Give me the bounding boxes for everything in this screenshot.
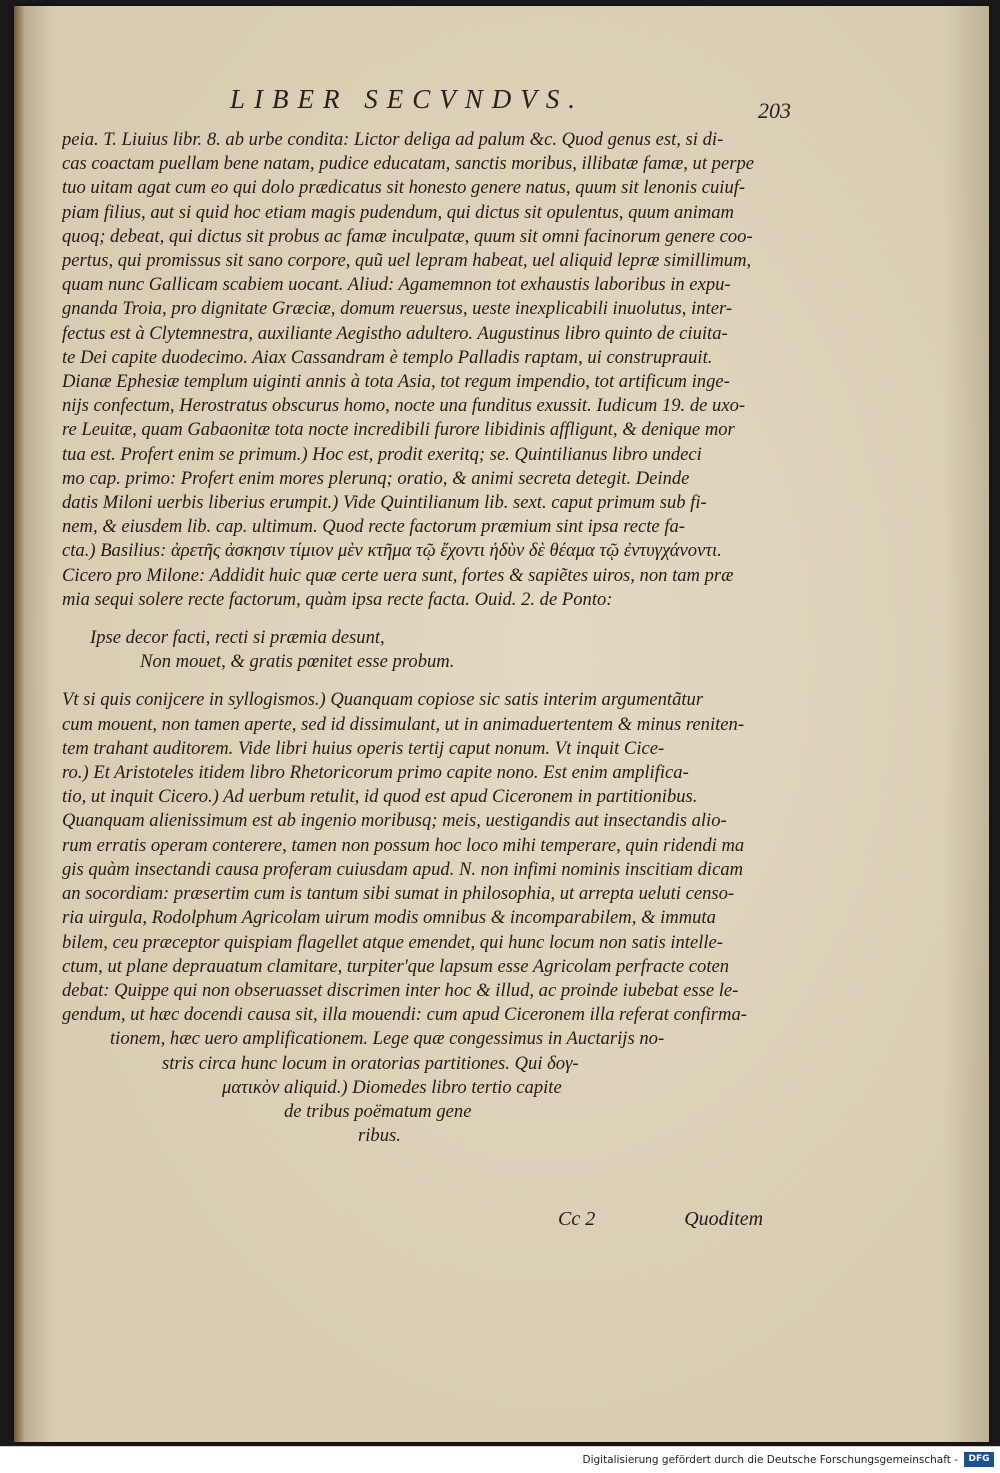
text-line: peia. T. Liuius libr. 8. ab urbe condita: Lictor deliga ad palum &c. Quod genus est, si di- bbox=[62, 129, 724, 150]
text-line: quoq; debeat, qui dictus sit probus ac famæ inculpatæ, quum sit omni facinorum genere coo- bbox=[62, 225, 753, 247]
text-line: tem trahant auditorem. Vide libri huius operis tertij caput nonum. Vt inquit Cice- bbox=[62, 737, 665, 759]
funding-credit: Digitalisierung gefördert durch die Deutsche Forschungsgemeinschaft - bbox=[582, 1454, 958, 1466]
text-line: tuo uitam agat cum eo qui dolo prædicatus sit honesto genere natus, quum sit lenonis cuiuf- bbox=[62, 177, 746, 199]
text-line: stris circa hunc locum in oratorias partitiones. Qui δογ- bbox=[162, 1052, 579, 1074]
text-line: te Dei capite duodecimo. Aiax Cassandram è templo Palladis raptam, ui construprauit. bbox=[62, 346, 713, 368]
text-line: ro.) Et Aristoteles itidem libro Rhetoricorum primo capite nono. Est enim amplifica- bbox=[62, 762, 689, 784]
text-line: Cicero pro Milone: Addidit huic quæ certe uera sunt, fortes & sapiẽtes uiros, non tam præ bbox=[62, 564, 734, 586]
text-line: cum mouent, non tamen aperte, sed id dissimulant, ut in animaduertentem & minus reniten- bbox=[62, 713, 745, 735]
signature-line bbox=[558, 1208, 798, 1231]
text-line: debat: Quippe qui non obseruasset discrimen inter hoc & illud, ac proinde iubebat esse le- bbox=[62, 979, 739, 1001]
text-line: cas coactam puellam bene natam, pudice educatam, sanctis moribus, illibatæ famæ, ut perpe bbox=[62, 153, 755, 175]
page-text bbox=[62, 128, 798, 1148]
text-line: quam nunc Gallicam scabiem uocant. Aliud: Agamemnon tot exhaustis laboribus in expu- bbox=[62, 274, 731, 296]
text-line: rum erratis operam conterere, tamen non possum hoc loco mihi temperare, quin ridendi ma bbox=[62, 834, 745, 856]
running-head: LIBER SECVNDVS. bbox=[230, 84, 584, 114]
text-line: Vt si quis conijcere in syllogismos.) Quanquam copiose sic satis interim argumentãtur bbox=[62, 689, 704, 711]
text-line: tionem, hæc uero amplificationem. Lege quæ congessimus in Auctarijs no- bbox=[110, 1028, 665, 1050]
text-line: ria uirgula, Rodolphum Agricolam uirum modis omnibus & incomparabilem, & immuta bbox=[62, 907, 716, 929]
text-line: ctum, ut plane deprauatum clamitare, turpiter'que lapsum esse Agricolam perfracte coten bbox=[62, 955, 730, 977]
text-line: piam filius, aut si quid hoc etiam magis pudendum, qui dictus sit opulentus, quum animam bbox=[62, 201, 734, 223]
text-line: tua est. Profert enim se primum.) Hoc est, prodit exeritq; se. Quintilianus libro undeci bbox=[62, 443, 702, 465]
text-line: tio, ut inquit Cicero.) Ad uerbum retulit, id quod est apud Ciceronem in partitionibus. bbox=[62, 786, 698, 808]
text-line: nem, & eiusdem lib. cap. ultimum. Quod recte factorum præmium sint ipsa recte fa- bbox=[62, 516, 685, 538]
text-line: bilem, ceu præceptor quispiam flagellet atque emendet, qui hunc locum non satis intelle- bbox=[62, 931, 723, 953]
text-line: Dianæ Ephesiæ templum uiginti annis à tota Asia, tot regum impendio, tot artificum inge- bbox=[62, 371, 730, 393]
text-line: nijs confectum, Herostratus obscurus homo, nocte una funditus exussit. Iudicum 19. de uxo- bbox=[62, 395, 746, 417]
page-number: 203 bbox=[758, 98, 791, 123]
text-line: gis quàm insectandi causa proferam cuiusdam apud. N. non infimi nominis inscitiam dicam bbox=[62, 858, 744, 880]
text-line: an socordiam: præsertim cum is tantum sibi sumat in philosophia, ut arrepta ueluti censo- bbox=[62, 883, 735, 905]
verse-line: Ipse decor facti, recti si præmia desunt, bbox=[90, 627, 385, 649]
text-line: fectus est à Clytemnestra, auxiliante Aegistho adultero. Augustinus libro quinto de ciuita- bbox=[62, 322, 728, 344]
text-line: gnanda Troia, pro dignitate Græciæ, domum reuersus, ueste inexplicabili inuolutus, inter- bbox=[62, 298, 733, 320]
text-line: pertus, qui promissus sit sano corpore, quũ uel lepram habeat, uel aliquid lepræ simillimum, bbox=[62, 250, 752, 272]
page-gutter bbox=[14, 6, 24, 1442]
signature-mark: Cc 2 bbox=[558, 1208, 596, 1230]
text-line: ribus. bbox=[358, 1125, 401, 1147]
text-line: cta.) Basilius: ἀρετῆς ἀσκησιν τίμιον μὲν κτῆμα τῷ ἔχοντι ἡδὺν δὲ θέαμα τῷ ἐντυγχάνοντι. bbox=[62, 540, 722, 562]
text-line: datis Miloni uerbis liberius erumpit.) Vide Quintilianum lib. sext. caput primum sub fi- bbox=[62, 492, 707, 514]
dfg-logo-icon: DFG bbox=[964, 1452, 994, 1467]
text-line: mia sequi solere recte factorum, quàm ipsa recte facta. Ouid. 2. de Ponto: bbox=[62, 588, 613, 610]
text-line: re Leuitæ, quam Gabaonitæ tota nocte incredibili furore libidinis affligunt, & denique mor bbox=[62, 419, 735, 441]
text-line: mo cap. primo: Profert enim mores plerunq; oratio, & animi secreta detegit. Deinde bbox=[62, 467, 690, 489]
footer-bar bbox=[0, 1446, 1000, 1473]
text-line: Quanquam alienissimum est ab ingenio moribusq; meis, uestigandis aut insectandis alio- bbox=[62, 810, 727, 832]
text-line: ματικὸν aliquid.) Diomedes libro tertio capite bbox=[222, 1076, 562, 1098]
text-line: de tribus poëmatum gene bbox=[284, 1100, 472, 1122]
text-line: gendum, ut hæc docendi causa sit, illa mouendi: cum apud Ciceronem illa referat confirma- bbox=[62, 1004, 747, 1026]
verse-line: Non mouet, & gratis pœnitet esse probum. bbox=[140, 651, 455, 673]
catchword: Quoditem bbox=[684, 1208, 764, 1230]
